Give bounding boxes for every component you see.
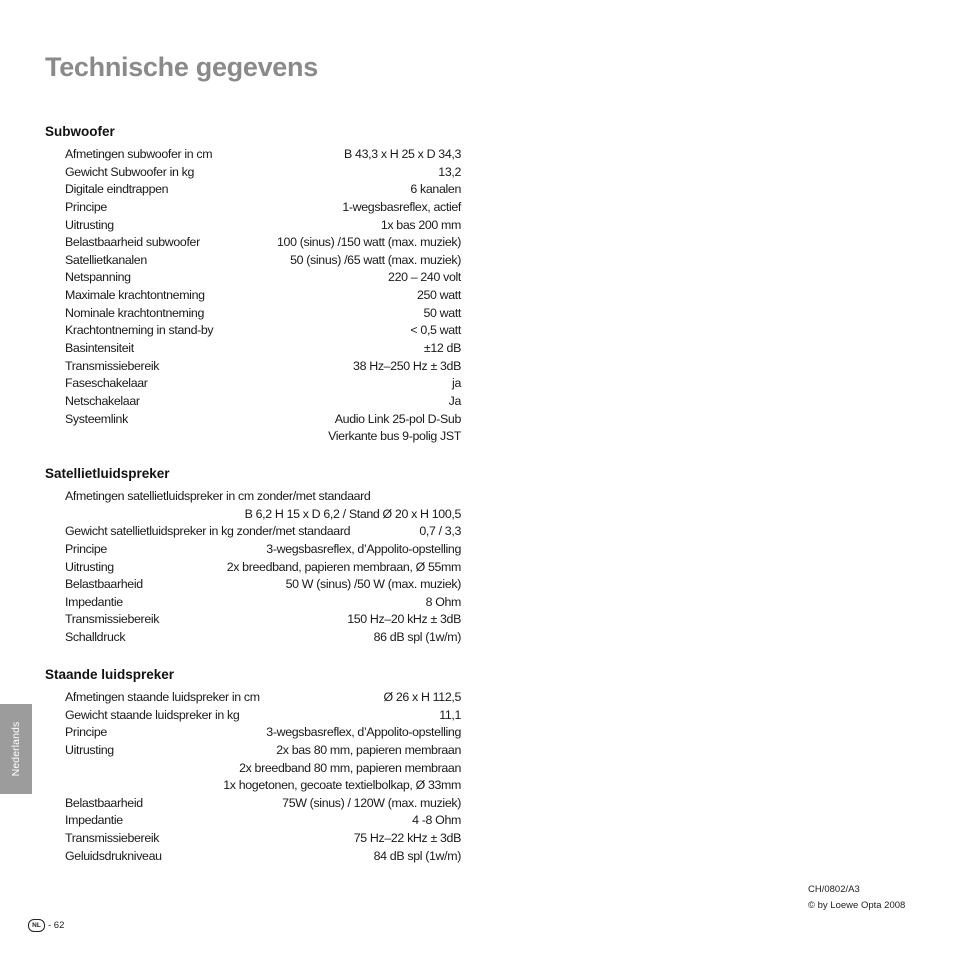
section-heading-subwoofer: Subwoofer xyxy=(45,124,115,139)
spec-label: Impedantie xyxy=(65,594,123,609)
spec-value: 1x hogetonen, gecoate textielbolkap, Ø 33mm xyxy=(223,778,461,793)
spec-label: Nominale krachtontneming xyxy=(65,305,204,320)
spec-label: Belastbaarheid xyxy=(65,795,143,810)
spec-value: B 43,3 x H 25 x D 34,3 xyxy=(344,147,461,161)
spec-row xyxy=(65,777,461,795)
page-number: - 62 xyxy=(48,920,65,931)
spec-row xyxy=(65,305,461,323)
page-title: Technische gegevens xyxy=(45,52,318,82)
spec-row xyxy=(65,506,461,524)
spec-label: Impedantie xyxy=(65,813,123,828)
spec-value: ja xyxy=(452,376,461,391)
spec-row xyxy=(65,234,461,252)
spec-value: Ø 26 x H 112,5 xyxy=(383,690,461,704)
spec-row xyxy=(65,164,461,182)
spec-label: Maximale krachtontneming xyxy=(65,288,205,303)
spec-value: 1-wegsbasreflex, actief xyxy=(342,199,461,214)
spec-row xyxy=(65,559,461,577)
spec-row xyxy=(65,795,461,813)
spec-value: Audio Link 25-pol D-Sub xyxy=(334,411,461,426)
spec-label: Systeemlink xyxy=(65,411,128,426)
spec-label: Gewicht Subwoofer in kg xyxy=(65,164,195,179)
spec-list-staande-luidspreker xyxy=(65,689,461,865)
spec-row xyxy=(65,217,461,235)
spec-row xyxy=(65,146,461,164)
spec-value: ±12 dB xyxy=(423,341,461,356)
spec-value: B 6,2 H 15 x D 6,2 / Stand Ø 20 x H 100,5 xyxy=(244,506,461,521)
spec-row xyxy=(65,287,461,305)
spec-label: Transmissiebereik xyxy=(65,612,160,627)
spec-value: 2x breedband 80 mm, papieren membraan xyxy=(239,760,461,775)
spec-row xyxy=(65,830,461,848)
spec-row xyxy=(65,393,461,411)
spec-value: 0,7 / 3,3 xyxy=(419,524,461,539)
spec-list-satellietluidspreker xyxy=(65,488,461,647)
spec-value: 1x bas 200 mm xyxy=(380,217,461,232)
spec-label: Principe xyxy=(65,725,107,740)
spec-row xyxy=(65,269,461,287)
spec-row xyxy=(65,724,461,742)
spec-label: Netspanning xyxy=(65,270,131,285)
spec-value: 6 kanalen xyxy=(410,182,461,197)
nl-language-badge-icon: NL xyxy=(28,919,45,932)
section-heading-staande-luidspreker: Staande luidspreker xyxy=(45,667,175,682)
spec-value: 38 Hz–250 Hz ± 3dB xyxy=(353,358,461,373)
spec-value: 2x bas 80 mm, papieren membraan xyxy=(276,742,461,757)
spec-value: 3-wegsbasreflex, d’Appolito-opstelling xyxy=(266,541,461,556)
spec-row xyxy=(65,428,461,446)
spec-row xyxy=(65,689,461,707)
spec-value: 50 (sinus) /65 watt (max. muziek) xyxy=(290,252,461,267)
spec-value: 100 (sinus) /150 watt (max. muziek) xyxy=(276,235,461,250)
spec-row xyxy=(65,629,461,647)
language-side-tab xyxy=(0,704,32,794)
spec-value: 4 -8 Ohm xyxy=(412,813,461,828)
spec-value: 13,2 xyxy=(438,164,461,179)
spec-row xyxy=(65,488,461,506)
page-number-block xyxy=(28,919,64,932)
spec-row xyxy=(65,340,461,358)
spec-row xyxy=(65,742,461,760)
spec-label: Basintensiteit xyxy=(65,341,134,356)
spec-label: Belastbaarheid xyxy=(65,577,143,592)
spec-value: Vierkante bus 9-polig JST xyxy=(328,429,461,444)
spec-label: Belastbaarheid subwoofer xyxy=(65,235,200,250)
spec-value: 84 dB spl (1w/m) xyxy=(373,848,461,863)
spec-label: Krachtontneming in stand-by xyxy=(65,323,214,338)
spec-row xyxy=(65,611,461,629)
spec-value: 11,1 xyxy=(439,707,461,722)
spec-row xyxy=(65,322,461,340)
spec-value: 150 Hz–20 kHz ± 3dB xyxy=(347,612,461,627)
spec-label: Gewicht staande luidspreker in kg xyxy=(65,707,240,722)
spec-row xyxy=(65,760,461,778)
spec-row xyxy=(65,848,461,866)
spec-row xyxy=(65,375,461,393)
spec-label: Afmetingen satellietluidspreker in cm zonder/met standaard xyxy=(65,489,371,503)
spec-value: 86 dB spl (1w/m) xyxy=(373,630,461,645)
spec-label: Netschakelaar xyxy=(65,393,140,408)
footer-info xyxy=(808,882,905,914)
spec-label: Afmetingen staande luidspreker in cm xyxy=(65,690,260,704)
spec-value: 50 watt xyxy=(423,305,461,320)
spec-value: Ja xyxy=(448,393,461,408)
spec-value: 75W (sinus) / 120W (max. muziek) xyxy=(282,795,461,810)
footer-code: CH/0802/A3 xyxy=(808,884,860,895)
spec-label: Uitrusting xyxy=(65,559,114,574)
spec-label: Uitrusting xyxy=(65,217,114,232)
spec-label: Faseschakelaar xyxy=(65,376,148,391)
spec-row xyxy=(65,181,461,199)
spec-value: < 0,5 watt xyxy=(410,323,461,338)
spec-label: Geluidsdrukniveau xyxy=(65,848,162,863)
spec-value: 75 Hz–22 kHz ± 3dB xyxy=(353,831,461,846)
spec-row xyxy=(65,541,461,559)
spec-value: 8 Ohm xyxy=(425,594,461,609)
spec-row xyxy=(65,594,461,612)
spec-label: Digitale eindtrappen xyxy=(65,182,169,197)
spec-label: Principe xyxy=(65,541,107,556)
spec-row xyxy=(65,199,461,217)
footer-copyright: © by Loewe Opta 2008 xyxy=(808,900,906,911)
spec-label: Afmetingen subwoofer in cm xyxy=(65,147,213,161)
spec-label: Transmissiebereik xyxy=(65,831,160,846)
spec-label: Principe xyxy=(65,199,107,214)
section-heading-satellietluidspreker: Satellietluidspreker xyxy=(45,466,170,481)
spec-value: 2x breedband, papieren membraan, Ø 55mm xyxy=(226,559,461,574)
spec-value: 250 watt xyxy=(416,288,461,303)
spec-label: Transmissiebereik xyxy=(65,358,160,373)
spec-value: 220 – 240 volt xyxy=(388,270,461,285)
spec-row xyxy=(65,252,461,270)
spec-row xyxy=(65,812,461,830)
spec-label: Satellietkanalen xyxy=(65,252,147,267)
spec-list-subwoofer xyxy=(65,146,461,446)
spec-row xyxy=(65,358,461,376)
spec-value: 50 W (sinus) /50 W (max. muziek) xyxy=(285,577,461,592)
spec-value: 3-wegsbasreflex, d’Appolito-opstelling xyxy=(266,725,461,740)
spec-label: Gewicht satellietluidspreker in kg zonder/met standaard xyxy=(65,524,351,539)
spec-row xyxy=(65,411,461,429)
spec-label: Uitrusting xyxy=(65,742,114,757)
spec-label: Schalldruck xyxy=(65,630,126,645)
spec-row xyxy=(65,707,461,725)
spec-row xyxy=(65,576,461,594)
side-tab-label: Nederlands xyxy=(10,721,22,777)
spec-row xyxy=(65,523,461,541)
